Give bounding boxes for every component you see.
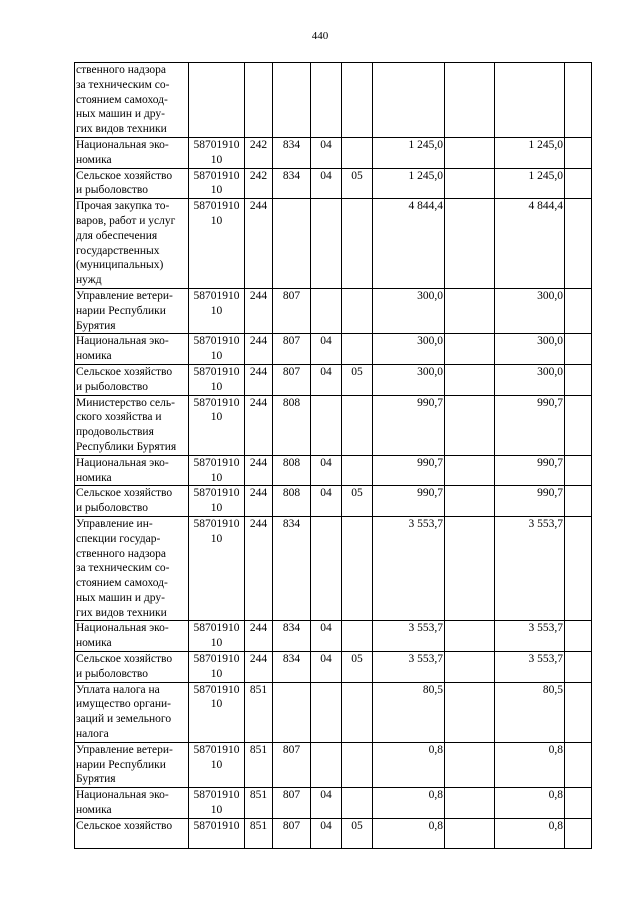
table-row — [75, 395, 592, 455]
subsection-cell — [342, 334, 373, 365]
grbs-cell — [273, 682, 311, 742]
cell-line: Бурятия — [76, 773, 116, 786]
cell-line: номика — [76, 804, 112, 817]
row-name-cell — [75, 742, 189, 787]
cell-line: 58701910 — [193, 200, 240, 213]
cell-line: налога — [76, 728, 109, 741]
target-article-cell — [189, 621, 245, 652]
cell-line: Национальная эко- — [76, 138, 169, 151]
row-name-cell — [75, 652, 189, 683]
grbs-cell: 834 — [273, 168, 311, 199]
cell-line: Уплата налога на — [76, 683, 160, 696]
target-article-cell — [189, 788, 245, 819]
cell-line: Сельское хозяйство — [76, 365, 173, 378]
expense-type-cell: 244 — [245, 199, 273, 289]
budget-table — [74, 62, 592, 849]
empty-cell — [565, 288, 592, 333]
target-article-cell — [189, 199, 245, 289]
section-cell: 04 — [311, 364, 342, 395]
empty-cell — [565, 137, 592, 168]
amount-cell: 0,8 — [373, 788, 445, 819]
cell-line: Управление ветери- — [76, 743, 173, 756]
target-article-cell — [189, 334, 245, 365]
cell-line: 58701910 — [193, 396, 240, 409]
table-row — [75, 199, 592, 289]
amount-cell: 3 553,7 — [373, 621, 445, 652]
cell-line: 10 — [210, 667, 223, 680]
cell-line: Управление ин- — [76, 517, 153, 530]
cell-line: ственного надзора — [76, 64, 167, 76]
row-name-cell — [75, 788, 189, 819]
grbs-cell: 807 — [273, 364, 311, 395]
table-row — [75, 682, 592, 742]
row-name-cell — [75, 334, 189, 365]
empty-cell — [445, 334, 495, 365]
table-row — [75, 621, 592, 652]
cell-line: Сельское хозяйство — [76, 819, 173, 832]
table-row — [75, 364, 592, 395]
row-name-cell — [75, 621, 189, 652]
target-article-cell — [189, 682, 245, 742]
expense-type-cell: 244 — [245, 334, 273, 365]
grbs-cell: 808 — [273, 455, 311, 486]
empty-cell — [565, 334, 592, 365]
empty-cell — [445, 168, 495, 199]
table-row — [75, 63, 592, 138]
target-article-cell — [189, 168, 245, 199]
target-article-cell — [189, 395, 245, 455]
cell-line: ных машин и дру- — [76, 591, 165, 604]
row-name-cell — [75, 516, 189, 621]
row-name-cell — [75, 199, 189, 289]
expense-type-cell: 244 — [245, 288, 273, 333]
expense-type-cell: 244 — [245, 486, 273, 517]
empty-cell — [445, 455, 495, 486]
table-row — [75, 486, 592, 517]
cell-line: продовольствия — [76, 426, 154, 439]
expense-type-cell: 242 — [245, 137, 273, 168]
cell-line: Бурятия — [76, 319, 116, 332]
empty-cell — [565, 621, 592, 652]
cell-line — [190, 63, 243, 78]
subsection-cell — [342, 288, 373, 333]
amount-cell: 990,7 — [373, 486, 445, 517]
grbs-cell: 834 — [273, 137, 311, 168]
expense-type-cell: 242 — [245, 168, 273, 199]
grbs-cell: 808 — [273, 486, 311, 517]
amount-total-cell: 990,7 — [495, 455, 565, 486]
cell-line: 58701910 — [193, 169, 240, 182]
subsection-cell: 05 — [342, 486, 373, 517]
cell-line: заций и земельного — [76, 713, 172, 726]
amount-cell: 3 553,7 — [373, 516, 445, 621]
empty-cell — [445, 818, 495, 849]
subsection-cell: 05 — [342, 652, 373, 683]
section-cell: 04 — [311, 788, 342, 819]
cell-line: Национальная эко- — [76, 622, 169, 635]
row-name-cell — [75, 486, 189, 517]
cell-line: Республики Бурятия — [76, 440, 177, 453]
amount-total-cell — [495, 63, 565, 138]
amount-cell: 0,8 — [373, 742, 445, 787]
section-cell — [311, 395, 342, 455]
grbs-cell — [273, 199, 311, 289]
amount-cell: 4 844,4 — [373, 199, 445, 289]
cell-line: спекции государ- — [76, 532, 161, 545]
grbs-cell: 834 — [273, 652, 311, 683]
section-cell: 04 — [311, 455, 342, 486]
amount-total-cell: 300,0 — [495, 334, 565, 365]
expense-type-cell: 244 — [245, 652, 273, 683]
cell-line: за техническим со- — [76, 562, 170, 575]
section-cell: 04 — [311, 621, 342, 652]
expense-type-cell: 244 — [245, 364, 273, 395]
cell-line: 58701910 — [193, 335, 240, 348]
subsection-cell — [342, 516, 373, 621]
cell-line: государственных — [76, 244, 160, 257]
cell-line: 10 — [210, 350, 223, 363]
cell-line: 10 — [210, 304, 223, 317]
cell-line: Управление ветери- — [76, 289, 173, 302]
amount-total-cell: 0,8 — [495, 818, 565, 849]
amount-cell: 300,0 — [373, 288, 445, 333]
empty-cell — [445, 199, 495, 289]
section-cell: 04 — [311, 168, 342, 199]
target-article-cell — [189, 486, 245, 517]
row-name-cell — [75, 395, 189, 455]
empty-cell — [445, 137, 495, 168]
table-row — [75, 818, 592, 849]
section-cell: 04 — [311, 652, 342, 683]
amount-total-cell: 1 245,0 — [495, 137, 565, 168]
cell-line: ственного надзора — [76, 547, 167, 560]
empty-cell — [445, 486, 495, 517]
cell-line: гих видов техники — [76, 606, 167, 619]
cell-line: Министерство сель- — [76, 396, 175, 409]
cell-line: номика — [76, 471, 112, 484]
section-cell: 04 — [311, 486, 342, 517]
amount-total-cell: 0,8 — [495, 742, 565, 787]
cell-line: Национальная эко- — [76, 335, 169, 348]
section-cell — [311, 288, 342, 333]
cell-line: гих видов техники — [76, 123, 167, 136]
amount-cell: 300,0 — [373, 334, 445, 365]
table-body — [75, 63, 592, 849]
empty-cell — [565, 455, 592, 486]
row-name-cell — [75, 455, 189, 486]
expense-type-cell — [245, 63, 273, 138]
cell-line: 10 — [210, 532, 223, 545]
empty-cell — [565, 788, 592, 819]
section-cell: 04 — [311, 137, 342, 168]
cell-line: стоянием самоход- — [76, 93, 168, 106]
row-name-cell — [75, 137, 189, 168]
cell-line: Национальная эко- — [76, 456, 169, 469]
target-article-cell — [189, 137, 245, 168]
subsection-cell — [342, 63, 373, 138]
amount-cell: 80,5 — [373, 682, 445, 742]
cell-line: ского хозяйства и — [76, 411, 162, 424]
cell-line: 10 — [210, 471, 223, 484]
cell-line: Прочая закупка то- — [76, 200, 170, 213]
cell-line: 10 — [210, 380, 223, 393]
section-cell — [311, 742, 342, 787]
cell-line: 58701910 — [193, 819, 240, 832]
empty-cell — [445, 682, 495, 742]
table-row — [75, 742, 592, 787]
subsection-cell — [342, 455, 373, 486]
cell-line: 58701910 — [193, 622, 240, 635]
cell-line: 58701910 — [193, 517, 240, 530]
cell-line: номика — [76, 153, 112, 166]
cell-line: 58701910 — [193, 487, 240, 500]
cell-line: 10 — [210, 153, 223, 166]
grbs-cell: 808 — [273, 395, 311, 455]
cell-line: ных машин и дру- — [76, 108, 165, 121]
row-name-cell — [75, 63, 189, 138]
row-name-cell — [75, 682, 189, 742]
empty-cell — [445, 742, 495, 787]
amount-total-cell: 990,7 — [495, 395, 565, 455]
table-row — [75, 168, 592, 199]
amount-total-cell: 300,0 — [495, 364, 565, 395]
cell-line: 58701910 — [193, 289, 240, 302]
amount-cell: 1 245,0 — [373, 168, 445, 199]
row-name-cell — [75, 818, 189, 849]
cell-line: 10 — [210, 758, 223, 771]
table-row — [75, 788, 592, 819]
cell-line: 10 — [210, 411, 223, 424]
empty-cell — [565, 516, 592, 621]
expense-type-cell: 851 — [245, 788, 273, 819]
section-cell — [311, 682, 342, 742]
grbs-cell: 807 — [273, 288, 311, 333]
grbs-cell: 807 — [273, 788, 311, 819]
subsection-cell — [342, 199, 373, 289]
subsection-cell — [342, 137, 373, 168]
cell-line: Сельское хозяйство — [76, 487, 173, 500]
empty-cell — [565, 682, 592, 742]
amount-total-cell: 3 553,7 — [495, 621, 565, 652]
target-article-cell — [189, 742, 245, 787]
empty-cell — [445, 364, 495, 395]
amount-total-cell: 3 553,7 — [495, 652, 565, 683]
cell-line: 58701910 — [193, 743, 240, 756]
amount-total-cell: 300,0 — [495, 288, 565, 333]
cell-line: 58701910 — [193, 138, 240, 151]
cell-line: и рыболовство — [76, 380, 149, 393]
cell-line: 58701910 — [193, 789, 240, 802]
amount-total-cell: 0,8 — [495, 788, 565, 819]
section-cell: 04 — [311, 334, 342, 365]
expense-type-cell: 851 — [245, 818, 273, 849]
empty-cell — [445, 63, 495, 138]
section-cell — [311, 516, 342, 621]
empty-cell — [445, 288, 495, 333]
cell-line: для обеспечения — [76, 229, 158, 242]
cell-line: нарии Республики — [76, 758, 166, 771]
amount-total-cell: 990,7 — [495, 486, 565, 517]
cell-line: за техническим со- — [76, 78, 170, 91]
cell-line: номика — [76, 637, 112, 650]
grbs-cell: 834 — [273, 516, 311, 621]
subsection-cell — [342, 788, 373, 819]
cell-line: 58701910 — [193, 653, 240, 666]
section-cell — [311, 63, 342, 138]
subsection-cell: 05 — [342, 364, 373, 395]
empty-cell — [565, 395, 592, 455]
cell-line — [190, 834, 243, 849]
expense-type-cell: 244 — [245, 516, 273, 621]
subsection-cell: 05 — [342, 818, 373, 849]
empty-cell — [565, 199, 592, 289]
empty-cell — [565, 486, 592, 517]
empty-cell — [445, 395, 495, 455]
expense-type-cell: 244 — [245, 621, 273, 652]
empty-cell — [565, 168, 592, 199]
empty-cell — [565, 818, 592, 849]
amount-cell: 3 553,7 — [373, 652, 445, 683]
amount-cell: 300,0 — [373, 364, 445, 395]
section-cell: 04 — [311, 818, 342, 849]
table-row — [75, 137, 592, 168]
cell-line: нужд — [76, 274, 102, 287]
empty-cell — [565, 63, 592, 138]
amount-total-cell: 80,5 — [495, 682, 565, 742]
cell-line: 10 — [210, 804, 223, 817]
subsection-cell — [342, 395, 373, 455]
amount-cell: 990,7 — [373, 455, 445, 486]
cell-line: 10 — [210, 637, 223, 650]
expense-type-cell: 244 — [245, 455, 273, 486]
target-article-cell — [189, 63, 245, 138]
expense-type-cell: 851 — [245, 682, 273, 742]
cell-line — [190, 78, 243, 93]
cell-line: номика — [76, 350, 112, 363]
cell-line: и рыболовство — [76, 502, 149, 515]
empty-cell — [565, 364, 592, 395]
cell-line: 10 — [210, 214, 223, 227]
page-number: 440 — [311, 30, 329, 42]
empty-cell — [565, 742, 592, 787]
cell-line: 58701910 — [193, 456, 240, 469]
cell-line: 58701910 — [193, 683, 240, 696]
expense-type-cell: 851 — [245, 742, 273, 787]
cell-line: 10 — [210, 698, 223, 711]
amount-cell: 1 245,0 — [373, 137, 445, 168]
table-row — [75, 652, 592, 683]
grbs-cell: 807 — [273, 742, 311, 787]
empty-cell — [445, 652, 495, 683]
cell-line: нарии Республики — [76, 304, 166, 317]
cell-line: и рыболовство — [76, 667, 149, 680]
amount-cell — [373, 63, 445, 138]
table-row — [75, 334, 592, 365]
table-row — [75, 516, 592, 621]
table-row — [75, 288, 592, 333]
amount-total-cell: 4 844,4 — [495, 199, 565, 289]
row-name-cell — [75, 288, 189, 333]
target-article-cell — [189, 364, 245, 395]
cell-line: Сельское хозяйство — [76, 169, 173, 182]
grbs-cell: 807 — [273, 334, 311, 365]
target-article-cell — [189, 516, 245, 621]
amount-total-cell: 1 245,0 — [495, 168, 565, 199]
amount-cell: 990,7 — [373, 395, 445, 455]
empty-cell — [445, 788, 495, 819]
target-article-cell — [189, 455, 245, 486]
expense-type-cell: 244 — [245, 395, 273, 455]
cell-line: 10 — [210, 184, 223, 197]
subsection-cell — [342, 742, 373, 787]
cell-line: 10 — [210, 502, 223, 515]
row-name-cell — [75, 364, 189, 395]
empty-cell — [445, 516, 495, 621]
grbs-cell: 834 — [273, 621, 311, 652]
grbs-cell — [273, 63, 311, 138]
empty-cell — [565, 652, 592, 683]
cell-line: стоянием самоход- — [76, 577, 168, 590]
cell-line: Сельское хозяйство — [76, 653, 173, 666]
target-article-cell — [189, 288, 245, 333]
cell-line: (муниципальных) — [76, 259, 164, 272]
target-article-cell — [189, 652, 245, 683]
cell-line: имущество органи- — [76, 698, 171, 711]
amount-total-cell: 3 553,7 — [495, 516, 565, 621]
cell-line: варов, работ и услуг — [76, 214, 176, 227]
section-cell — [311, 199, 342, 289]
grbs-cell: 807 — [273, 818, 311, 849]
cell-line: Национальная эко- — [76, 789, 169, 802]
subsection-cell — [342, 682, 373, 742]
subsection-cell: 05 — [342, 168, 373, 199]
target-article-cell — [189, 818, 245, 849]
table-row — [75, 455, 592, 486]
subsection-cell — [342, 621, 373, 652]
amount-cell: 0,8 — [373, 818, 445, 849]
cell-line: и рыболовство — [76, 184, 149, 197]
cell-line: 58701910 — [193, 365, 240, 378]
empty-cell — [445, 621, 495, 652]
row-name-cell — [75, 168, 189, 199]
